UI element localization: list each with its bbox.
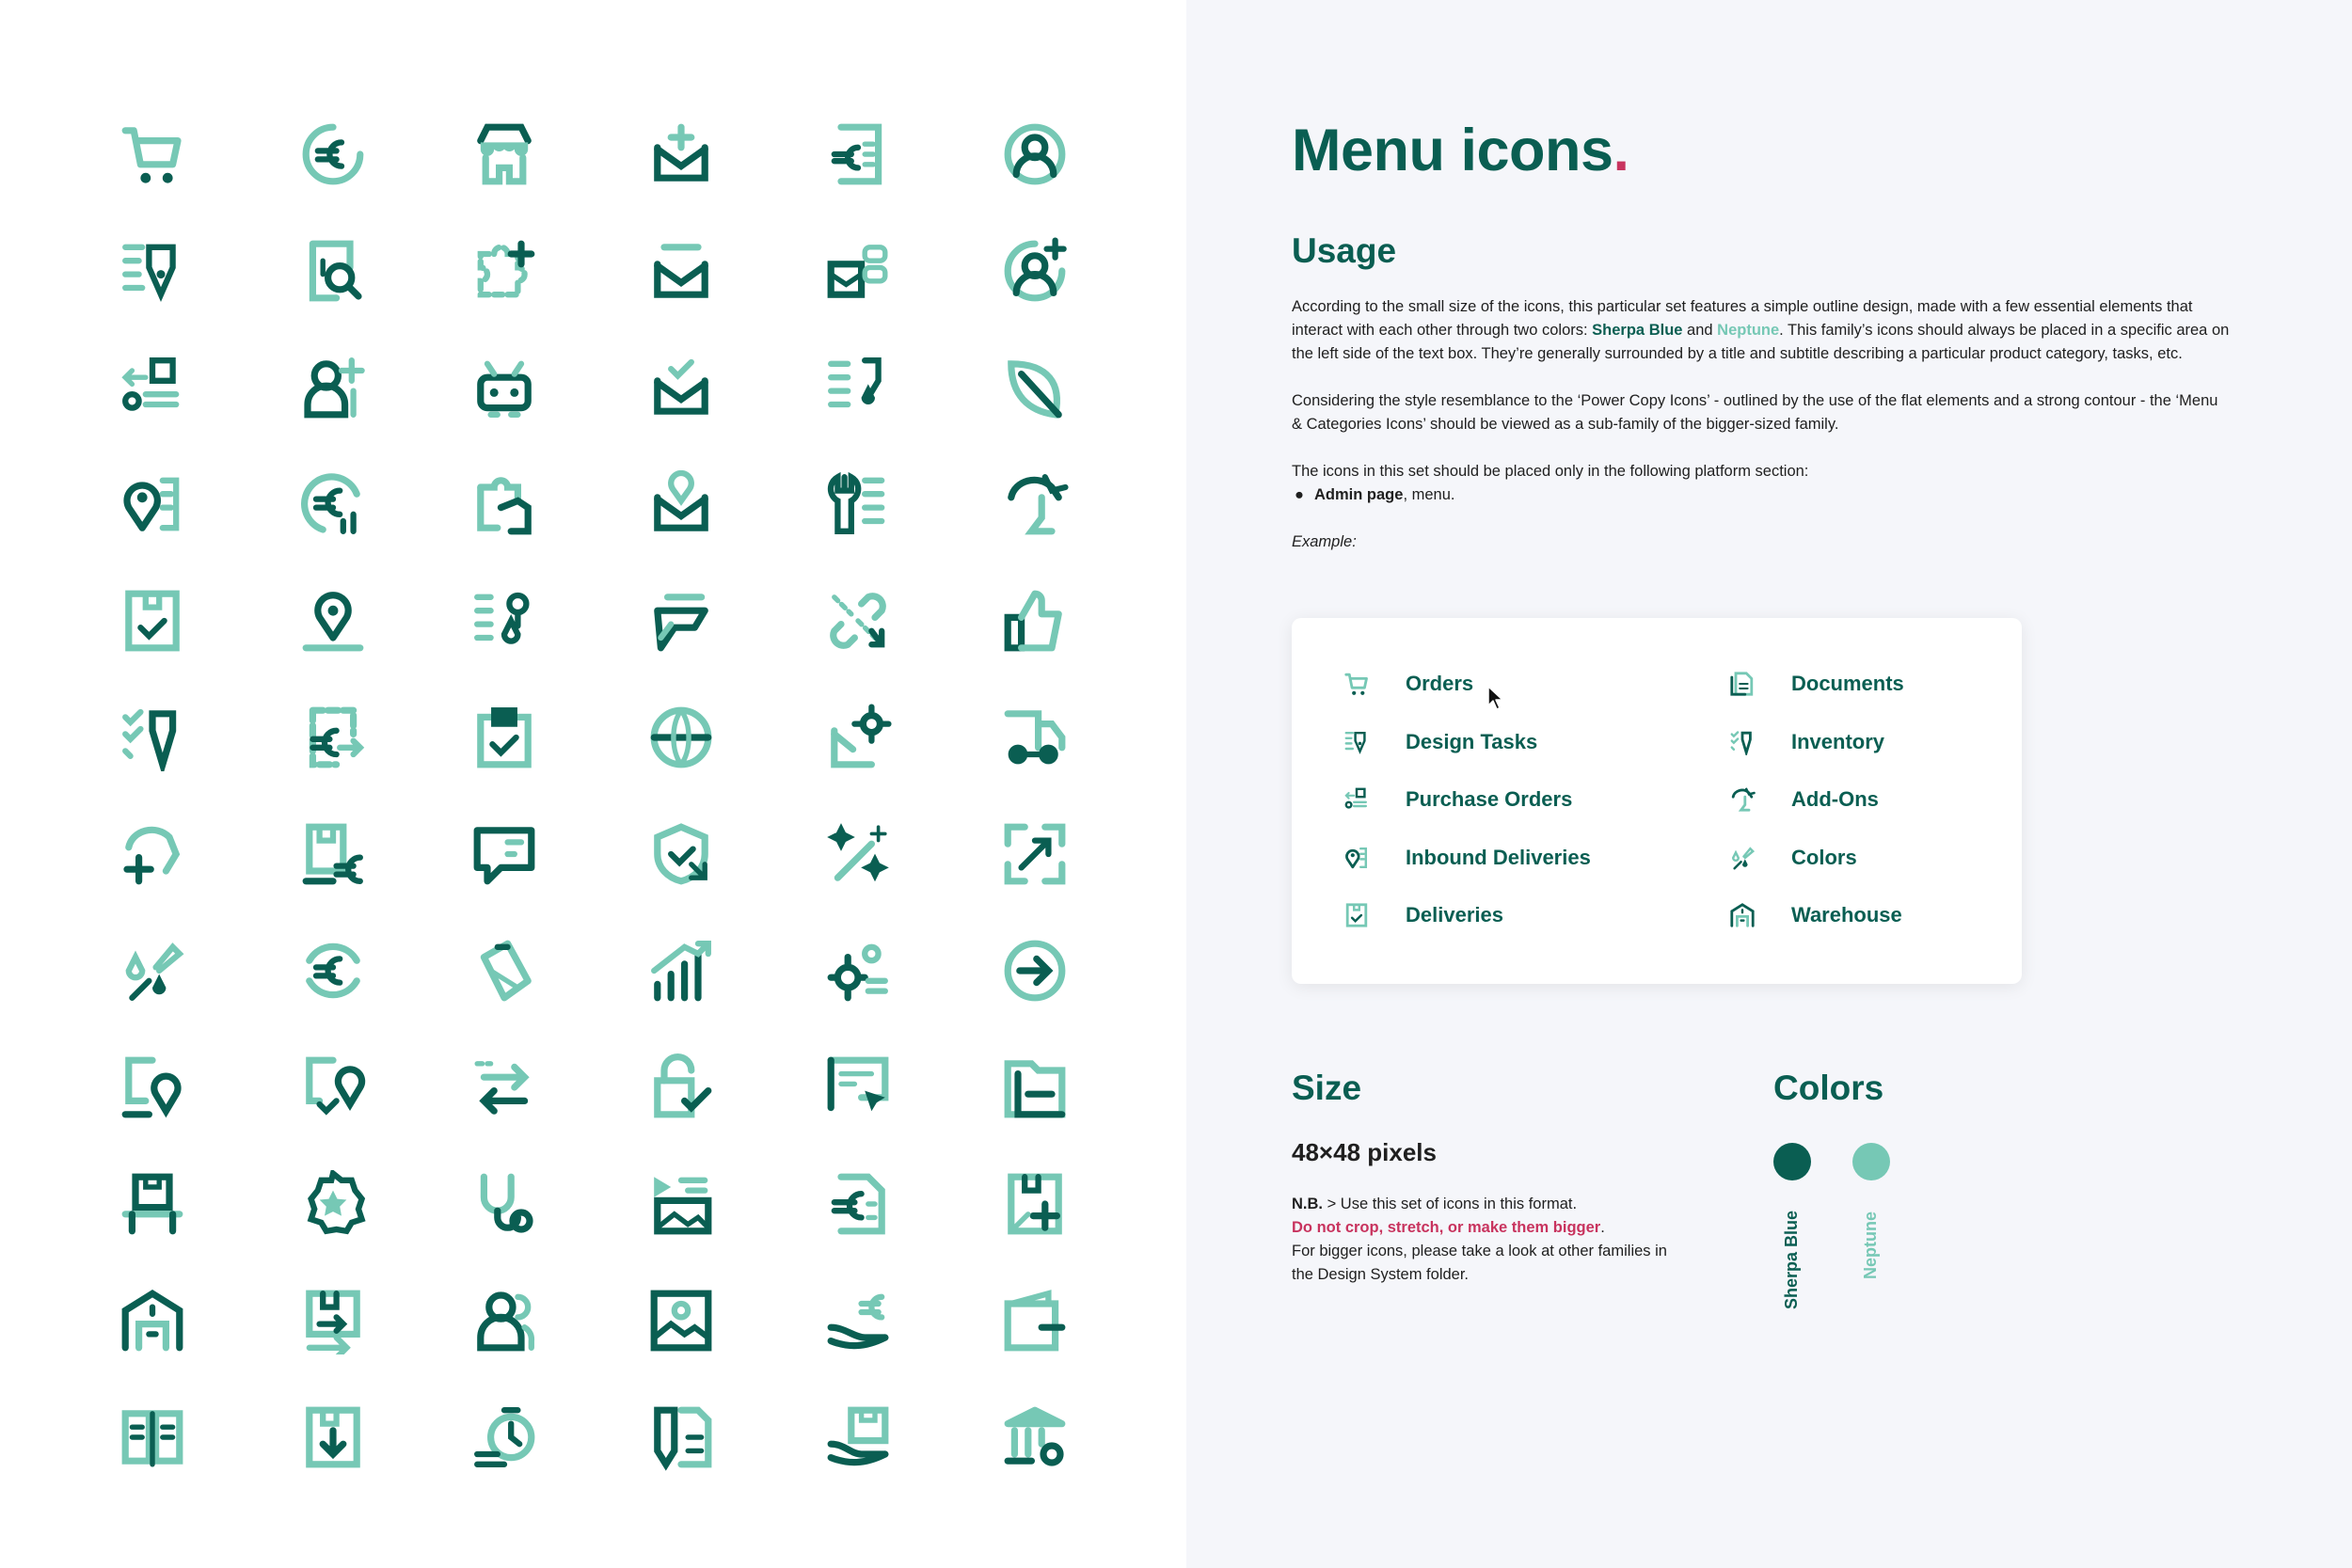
- image-icon: [647, 1287, 715, 1354]
- thumbs-up-icon: [1001, 587, 1069, 655]
- colors-heading: Colors: [1773, 1069, 1884, 1107]
- user-card-icon: [470, 1287, 538, 1354]
- example-label: Example:: [1292, 533, 1357, 550]
- user-circle-icon: [1001, 120, 1069, 188]
- mail-settings-icon: [824, 704, 892, 771]
- screen-cursor-icon: [824, 1053, 892, 1121]
- cart-icon: [1343, 671, 1370, 697]
- robot-icon: [470, 354, 538, 421]
- usage-heading: Usage: [1292, 231, 1397, 270]
- color-swatch-label: Neptune: [1861, 1212, 1880, 1279]
- screen-pin-check-icon: [299, 1053, 367, 1121]
- usage-text: . This family’s icons should always be placed in a specific area on the left side of the text box. They’re generally surrounded by a title and subtitle describing a particular product category, tasks, etc.: [1292, 322, 2230, 362]
- puzzle-hand-icon: [470, 470, 538, 538]
- menu-item-inventory[interactable]: [1729, 723, 1884, 761]
- size-warning-line: [1292, 1216, 1687, 1240]
- folder-minus-icon: [1001, 1053, 1069, 1121]
- usage-text: According to the small size of the icons, this particular set features a simple outline design, made with a few essential elements that interact with each other through two colors:: [1292, 298, 2193, 339]
- flag-chat-icon: [647, 587, 715, 655]
- media-image-icon: [647, 1170, 715, 1238]
- neptune-mention: Neptune: [1717, 322, 1780, 339]
- link-broken-icon: [824, 587, 892, 655]
- box-add-icon: [1001, 1170, 1069, 1238]
- mouse-cursor-icon: [1486, 685, 1507, 711]
- ink-drop-list-icon: [470, 587, 538, 655]
- menu-item-add-ons[interactable]: [1729, 781, 1879, 818]
- mail-icon: [647, 237, 715, 305]
- size-heading: Size: [1292, 1069, 1362, 1107]
- menu-item-label: Colors: [1791, 845, 1857, 869]
- inventory-icon: [119, 704, 186, 771]
- book-icon: [119, 1403, 186, 1471]
- size-note-line: [1292, 1193, 1687, 1216]
- user-add-circle-icon: [1001, 237, 1069, 305]
- box-check-icon: [1343, 902, 1370, 928]
- menu-item-deliveries[interactable]: [1343, 896, 1503, 934]
- size-note-more: For bigger icons, please take a look at other families in the Design System folder.: [1292, 1243, 1667, 1283]
- hand-plus-icon: [119, 820, 186, 888]
- size-note: [1292, 1193, 1687, 1287]
- shield-check-icon: [647, 820, 715, 888]
- clipboard-check-icon: [470, 704, 538, 771]
- cart-icon: [119, 120, 186, 188]
- color-swatch-label: Sherpa Blue: [1782, 1210, 1801, 1309]
- pen-document-icon: [647, 1403, 715, 1471]
- location-pin-icon: [299, 587, 367, 655]
- badge-star-icon: [299, 1170, 367, 1238]
- timer-list-icon: [470, 1403, 538, 1471]
- truck-icon: [1001, 704, 1069, 771]
- user-add-icon: [299, 354, 367, 421]
- stethoscope-icon: [470, 1170, 538, 1238]
- puzzle-add-icon: [470, 237, 538, 305]
- menu-item-label: Inventory: [1791, 729, 1885, 753]
- magic-wand-icon: [824, 820, 892, 888]
- wrench-list-icon: [824, 470, 892, 538]
- usage-body: [1292, 295, 2233, 578]
- box-euro-icon: [299, 820, 367, 888]
- growth-chart-icon: [647, 937, 715, 1005]
- page-title: [1292, 113, 1629, 188]
- bullet-text: [1314, 483, 1454, 507]
- euro-coin-icon: [299, 120, 367, 188]
- bullet-icon: ●: [1295, 486, 1304, 503]
- euro-receipt-icon: [824, 120, 892, 188]
- inventory-icon: [1729, 729, 1756, 755]
- menu-item-documents[interactable]: [1729, 665, 1904, 703]
- menu-item-label: Deliveries: [1406, 903, 1503, 927]
- warehouse-icon: [1729, 902, 1756, 928]
- size-note-label: N.B.: [1292, 1196, 1323, 1212]
- box-check-icon: [119, 587, 186, 655]
- store-icon: [470, 120, 538, 188]
- menu-item-inbound-deliveries[interactable]: [1343, 839, 1591, 877]
- euro-document-icon: [824, 1170, 892, 1238]
- screen-location-icon: [119, 1053, 186, 1121]
- add-on-icon: [1729, 786, 1756, 813]
- menu-item-orders[interactable]: [1343, 665, 1473, 703]
- menu-item-label: Purchase Orders: [1406, 787, 1573, 811]
- euro-transfer-icon: [299, 704, 367, 771]
- size-value: 48×48 pixels: [1292, 1138, 1437, 1166]
- document-search-icon: [299, 237, 367, 305]
- refresh-euro-icon: [299, 937, 367, 1005]
- warehouse-icon: [119, 1287, 186, 1354]
- arrow-right-circle-icon: [1001, 937, 1069, 1005]
- hand-box-icon: [824, 1403, 892, 1471]
- design-pen-icon: [119, 237, 186, 305]
- box-download-icon: [299, 1403, 367, 1471]
- hand-euro-icon: [824, 1287, 892, 1354]
- colors-icon: [119, 937, 186, 1005]
- page-title-text: Menu icons: [1292, 118, 1613, 183]
- page-title-dot: .: [1613, 118, 1629, 183]
- usage-section-intro: The icons in this set should be placed only in the following platform section:: [1292, 463, 1809, 480]
- menu-item-colors[interactable]: [1729, 839, 1857, 877]
- menu-item-label: Warehouse: [1791, 903, 1902, 927]
- usage-bullet-item: [1292, 483, 2233, 507]
- paint-bucket-icon: [470, 937, 538, 1005]
- menu-item-warehouse[interactable]: [1729, 896, 1902, 934]
- menu-item-label: Add-Ons: [1791, 787, 1879, 811]
- location-list-icon: [1343, 845, 1370, 871]
- colors-icon: [1729, 845, 1756, 871]
- size-warning-end: .: [1600, 1219, 1605, 1236]
- box-stand-icon: [119, 1170, 186, 1238]
- example-menu-card: [1292, 618, 2022, 984]
- color-swatch: [1773, 1143, 1811, 1180]
- design-pen-icon: [1343, 729, 1370, 755]
- expand-icon: [1001, 820, 1069, 888]
- bank-settings-icon: [1001, 1403, 1069, 1471]
- unlock-check-icon: [647, 1053, 715, 1121]
- usage-paragraph-3: [1292, 460, 2233, 507]
- bullet-bold-text: Admin page: [1314, 486, 1404, 503]
- location-list-icon: [119, 470, 186, 538]
- menu-item-design-tasks[interactable]: [1343, 723, 1537, 761]
- size-warning: Do not crop, stretch, or make them bigger: [1292, 1219, 1601, 1236]
- menu-item-label: Design Tasks: [1406, 729, 1538, 753]
- card-list-icon: [824, 237, 892, 305]
- usage-text: and: [1682, 322, 1718, 339]
- sherpa-blue-mention: Sherpa Blue: [1592, 322, 1683, 339]
- mail-check-icon: [647, 354, 715, 421]
- ink-list-icon: [824, 354, 892, 421]
- size-note-text: > Use this set of icons in this format.: [1323, 1196, 1578, 1212]
- menu-item-label: Orders: [1406, 672, 1474, 695]
- purchase-list-icon: [1343, 786, 1370, 813]
- menu-item-label: Inbound Deliveries: [1406, 845, 1591, 869]
- box-send-icon: [299, 1287, 367, 1354]
- mail-add-icon: [647, 120, 715, 188]
- mail-location-icon: [647, 470, 715, 538]
- swap-arrows-icon: [470, 1053, 538, 1121]
- wallet-icon: [1001, 1287, 1069, 1354]
- leaf-icon: [1001, 354, 1069, 421]
- globe-icon: [647, 704, 715, 771]
- usage-paragraph-1: [1292, 295, 2233, 366]
- menu-item-label: Documents: [1791, 672, 1904, 695]
- color-swatch: [1852, 1143, 1890, 1180]
- euro-chart-icon: [299, 470, 367, 538]
- add-on-icon: [1001, 470, 1069, 538]
- purchase-list-icon: [119, 354, 186, 421]
- gears-list-icon: [824, 937, 892, 1005]
- chat-list-icon: [470, 820, 538, 888]
- usage-paragraph-2: Considering the style resemblance to the ‘Power Copy Icons’ - outlined by the use of the flat elements and a strong contour - the ‘Menu & Categories Icons’ should be viewed as a sub-family of the bigger-sized family.: [1292, 392, 2218, 433]
- bullet-rest-text: , menu.: [1403, 486, 1455, 503]
- documents-icon: [1729, 671, 1756, 697]
- menu-item-purchase-orders[interactable]: [1343, 781, 1572, 818]
